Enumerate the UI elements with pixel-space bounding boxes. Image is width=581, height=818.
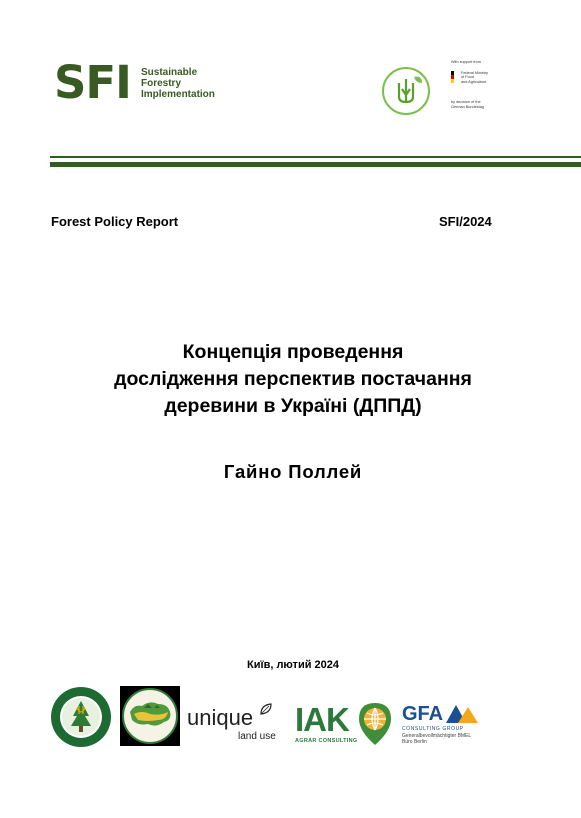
report-series: Forest Policy Report <box>51 214 179 229</box>
header-rule-thick <box>50 162 581 167</box>
gfa-logo-subtext: CONSULTING GROUP <box>402 726 464 732</box>
sfi-logo-mark: SFI <box>54 56 131 109</box>
ukraine-forest-map-logo <box>120 686 180 746</box>
gfa-logo-text: GFA <box>402 703 444 725</box>
gov-decision-line-1: by decision of the <box>451 100 481 105</box>
gfa-logo-office <box>402 733 482 745</box>
title-line-3: деревини в Україні (ДППД) <box>164 395 422 417</box>
trident-logo <box>382 67 430 115</box>
gov-support-text: With support from <box>451 60 481 64</box>
title-line-1: Концепція проведення <box>182 341 404 363</box>
unique-logo-leaf-icon <box>258 702 274 716</box>
ukraine-map-seal-icon <box>120 686 180 746</box>
sfi-logo-line-1: Sustainable <box>141 67 198 78</box>
gfa-office-line-2: Büro Berlin <box>402 739 427 745</box>
sfi-logo-text <box>141 67 215 100</box>
iak-globe-pin-icon <box>357 701 393 747</box>
sfi-logo-line-3: Implementation <box>141 89 215 100</box>
gov-ministry-line-1: Federal Ministry <box>461 70 489 75</box>
document-title <box>60 339 526 420</box>
gov-ministry-line-2: of Food <box>461 75 474 80</box>
unique-logo-subtext: land use <box>238 731 276 742</box>
bmel-ministry <box>451 71 531 85</box>
german-flag-icon <box>451 71 457 85</box>
unique-logo-text: unique <box>187 705 254 730</box>
header-rule-thin <box>50 156 581 158</box>
author-name: Гайно Поллей <box>223 461 363 482</box>
bmel-logo <box>451 60 531 110</box>
iak-logo-subtext: AGRAR CONSULTING <box>295 738 358 744</box>
place-date: Київ, лютий 2024 <box>247 659 339 671</box>
sfi-logo-line-2: Forestry <box>141 78 182 89</box>
gov-decision-line-2: German Bundestag <box>451 104 484 109</box>
iak-logo-text: IAK <box>295 701 349 738</box>
forest-agency-seal-icon <box>50 686 112 748</box>
gov-ministry-line-3: and Agriculture <box>461 79 487 84</box>
trident-icon <box>384 69 428 113</box>
gfa-triangles-icon <box>446 703 480 723</box>
title-line-2: дослідження перспектив постачання <box>114 368 472 390</box>
forestry-agency-seal <box>50 686 112 748</box>
report-number: SFI/2024 <box>439 214 492 229</box>
gfa-office-line-1: Generalbevollmächtigter BMEL <box>402 733 472 739</box>
